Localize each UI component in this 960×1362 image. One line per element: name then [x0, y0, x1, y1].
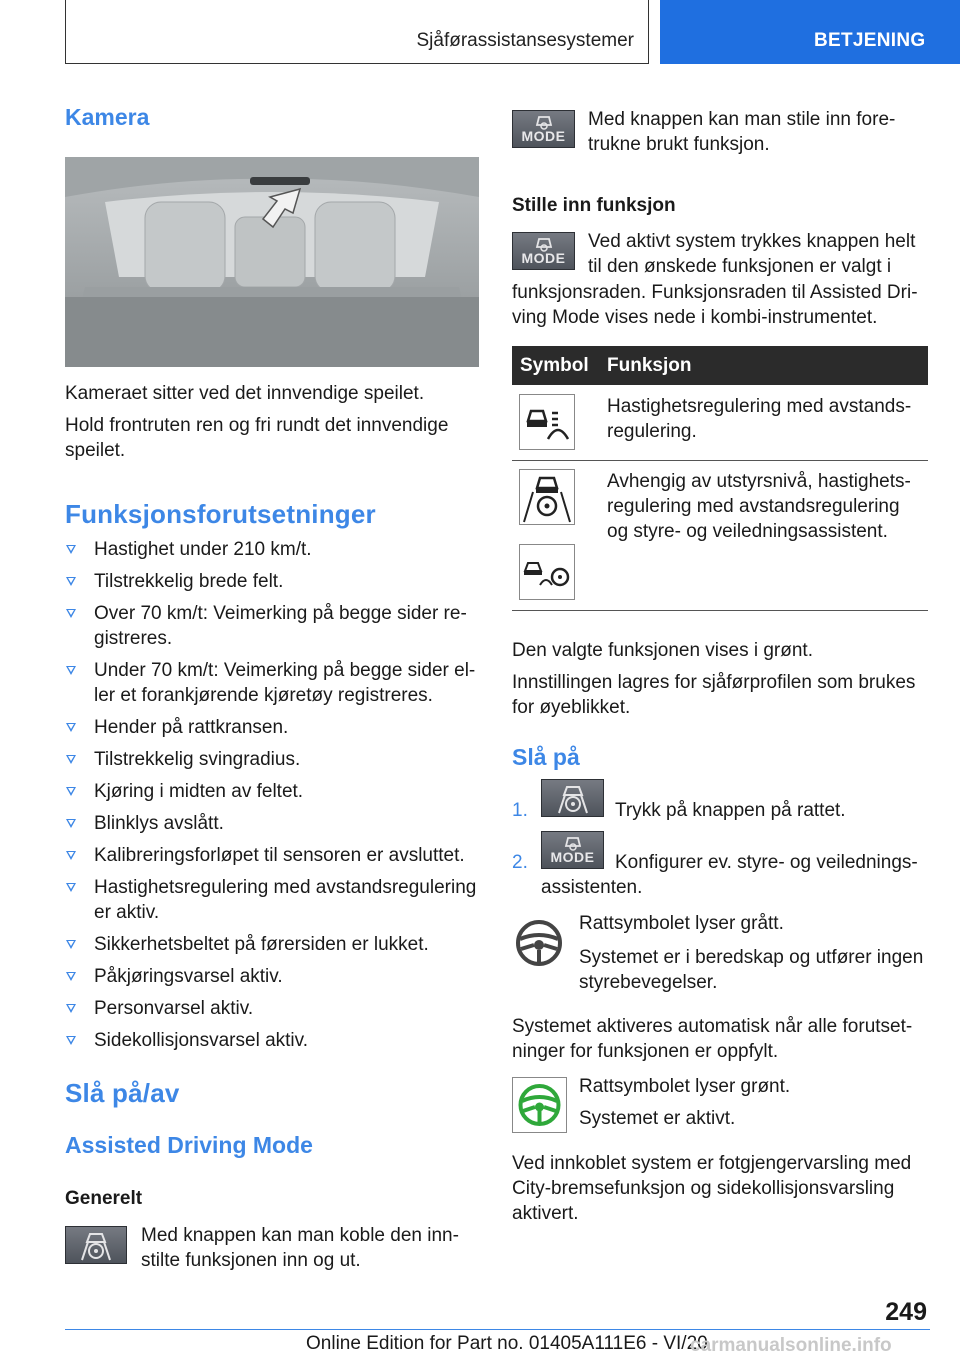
bullet-triangle-icon — [66, 609, 76, 618]
list-item-text: ler et forankjørende kjøretøy registreres. — [94, 685, 433, 706]
after-table-paragraph-2-line1: Innstillingen lagres for sjåførprofilen som brukes — [512, 672, 916, 693]
list-item-text: Sidekollisjonsvarsel aktiv. — [94, 1030, 309, 1051]
mode-button-step2[interactable] — [541, 831, 604, 869]
list-item-text: Tilstrekkelig svingradius. — [94, 749, 301, 770]
acc-steering-symbol-box — [519, 544, 575, 600]
page-number: 249 — [885, 1298, 927, 1326]
list-item-text: Kjøring i midten av feltet. — [94, 781, 304, 802]
mode-label: MODE — [521, 250, 566, 266]
section-label: BETJENING — [814, 30, 926, 51]
bullet-triangle-icon — [66, 545, 76, 554]
bullet-triangle-icon — [66, 1036, 76, 1045]
step-1-number: 1. — [512, 800, 528, 821]
kamera-paragraph-1: Kameraet sitter ved det innvendige speilet. — [65, 383, 425, 404]
stille-paragraph-line2: til den ønskede funksjonen er valgt i — [588, 256, 892, 277]
mode-paragraph-line2: trukne brukt funksjon. — [588, 134, 770, 155]
steering-assist-icon — [78, 1230, 114, 1262]
table-row1-line1: Hastighetsregulering med avstands- — [607, 396, 912, 417]
mode-label: MODE — [521, 128, 566, 144]
list-item-text: Under 70 km/t: Veimerking på begge sider el- — [94, 660, 476, 681]
grey-paragraph-1: Rattsymbolet lyser grått. — [579, 913, 784, 934]
funksjonsforutsetninger-heading: Funksjonsforutsetninger — [65, 499, 376, 529]
footer-edition: Online Edition for Part no. 01405A111E6 - VI/20 — [306, 1333, 708, 1354]
grey-paragraph-2-line1: Systemet er i beredskap og utfører ingen — [579, 947, 924, 968]
step-2-number: 2. — [512, 852, 528, 873]
list-item-text: Tilstrekkelig brede felt. — [94, 571, 284, 592]
step-1-text: Trykk på knappen på rattet. — [615, 800, 846, 821]
table-row2-line2: regulering med avstandsregulering — [607, 496, 900, 517]
green-paragraph-2: Systemet er aktivt. — [579, 1108, 736, 1129]
table-row1-line2: regulering. — [607, 421, 697, 442]
bullet-triangle-icon — [66, 577, 76, 586]
steering-wheel-green-box — [512, 1077, 567, 1133]
kamera-paragraph-2-line1: Hold frontruten ren og fri rundt det innvendige — [65, 415, 449, 436]
list-item-text: Sikkerhetsbeltet på førersiden er lukket. — [94, 934, 429, 955]
sla-pa-heading: Slå på — [512, 744, 580, 770]
bullet-triangle-icon — [66, 787, 76, 796]
stille-paragraph-line1: Ved aktivt system trykkes knappen helt — [588, 231, 916, 252]
list-item-text: Hastighetsregulering med avstandsregulering — [94, 877, 477, 898]
camera-interior-photo — [65, 157, 479, 367]
header-chapter-box — [65, 0, 649, 64]
after-table-paragraph-2-line2: for øyeblikket. — [512, 697, 631, 718]
steering-assist-icon — [555, 783, 591, 815]
step-2-text-line1: Konfigurer ev. styre- og veilednings- — [615, 852, 918, 873]
steering-assist-button[interactable] — [65, 1226, 127, 1264]
list-item-text: Over 70 km/t: Veimerking på begge sider re- — [94, 603, 467, 624]
steering-assist-button-step1[interactable] — [541, 779, 604, 817]
stille-inn-heading: Stille inn funksjon — [512, 195, 676, 216]
list-item-text: Kalibreringsforløpet til sensoren er avsluttet. — [94, 845, 465, 866]
section-tab[interactable] — [660, 0, 960, 64]
steering-wheel-green-icon — [513, 1078, 566, 1132]
kamera-paragraph-2-line2: speilet. — [65, 440, 126, 461]
table-header-symbol: Symbol — [520, 355, 589, 376]
acc-distance-icon — [520, 395, 574, 449]
mode-label: MODE — [550, 849, 595, 865]
mode-paragraph-line1: Med knappen kan man stile inn fore- — [588, 109, 896, 130]
list-item-text: gistreres. — [94, 628, 173, 649]
stille-paragraph-line3: funksjonsraden. Funksjonsraden til Assisted Dri- — [512, 282, 918, 303]
list-item-text: Hastighet under 210 km/t. — [94, 539, 312, 560]
step-2-text-line2: assistenten. — [541, 877, 643, 898]
bullet-triangle-icon — [66, 819, 76, 828]
list-item-text: Personvarsel aktiv. — [94, 998, 254, 1019]
footer-rule — [65, 1329, 930, 1330]
steering-wheel-grey — [512, 913, 566, 973]
table-bottom-rule — [512, 610, 928, 611]
bullet-triangle-icon — [66, 972, 76, 981]
bullet-triangle-icon — [66, 666, 76, 675]
table-row-divider — [512, 460, 928, 461]
sla-pa-av-heading: Slå på/av — [65, 1078, 180, 1108]
mode-button-2[interactable] — [512, 232, 575, 270]
generelt-heading: Generelt — [65, 1188, 143, 1209]
final-paragraph-line3: aktivert. — [512, 1203, 579, 1224]
green-paragraph-1: Rattsymbolet lyser grønt. — [579, 1076, 791, 1097]
stille-paragraph-line4: ving Mode vises nede i kombi-instrumentet. — [512, 307, 878, 328]
final-paragraph-line1: Ved innkoblet system er fotgjengervarsling med — [512, 1153, 912, 1174]
kamera-heading: Kamera — [65, 104, 150, 130]
bullet-triangle-icon — [66, 723, 76, 732]
final-paragraph-line2: City-bremsefunksjon og sidekollisjonsvarsling — [512, 1178, 895, 1199]
list-item-text: er aktiv. — [94, 902, 160, 923]
table-header — [512, 346, 928, 385]
steering-assist-symbol-box — [519, 469, 575, 525]
table-header-function: Funksjon — [607, 355, 692, 376]
chapter-title: Sjåførassistansesystemer — [416, 30, 634, 51]
list-item-text: Blinklys avslått. — [94, 813, 224, 834]
generelt-paragraph-line1: Med knappen kan man koble den inn- — [141, 1225, 459, 1246]
steering-assist-icon — [520, 470, 574, 524]
grey-paragraph-2-line2: styrebevegelser. — [579, 972, 718, 993]
generelt-paragraph-line2: stilte funksjonen inn og ut. — [141, 1250, 361, 1271]
list-item-text: Hender på rattkransen. — [94, 717, 289, 738]
assisted-driving-mode-heading: Assisted Driving Mode — [65, 1132, 313, 1158]
acc-symbol-box — [519, 394, 575, 450]
table-row2-line3: og styre- og veiledningsassistent. — [607, 521, 888, 542]
auto-paragraph-line1: Systemet aktiveres automatisk når alle forutset- — [512, 1016, 913, 1037]
bullet-triangle-icon — [66, 1004, 76, 1013]
bullet-triangle-icon — [66, 940, 76, 949]
list-item-text: Påkjøringsvarsel aktiv. — [94, 966, 283, 987]
bullet-triangle-icon — [66, 755, 76, 764]
bullet-triangle-icon — [66, 883, 76, 892]
auto-paragraph-line2: ninger for funksjonen er oppfylt. — [512, 1041, 779, 1062]
watermark: carmanualsonline.info — [690, 1335, 892, 1356]
acc-steering-icon — [520, 545, 574, 599]
steering-wheel-icon — [512, 913, 566, 973]
table-row2-line1: Avhengig av utstyrsnivå, hastighets- — [607, 471, 911, 492]
mode-button[interactable] — [512, 110, 575, 148]
bullet-triangle-icon — [66, 851, 76, 860]
after-table-paragraph-1: Den valgte funksjonen vises i grønt. — [512, 640, 813, 661]
